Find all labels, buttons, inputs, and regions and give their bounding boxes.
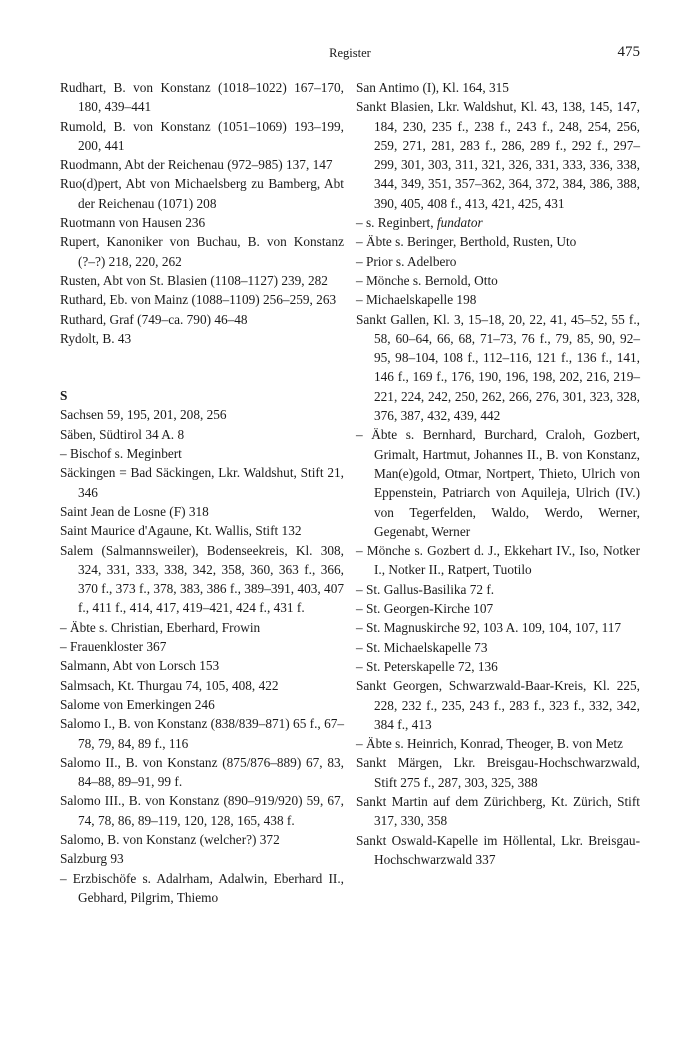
entry-list-s (60, 405, 344, 907)
index-entry: Sankt Martin auf dem Zürichberg, Kt. Zürich, Stift 317, 330, 358 (356, 793, 640, 829)
index-subentry: – Erzbischöfe s. Adalrham, Adalwin, Eberhard II., Gebhard, Pilgrim, Thiemo (60, 870, 344, 905)
index-entry: Salomo, B. von Konstanz (welcher?) 372 (60, 831, 280, 847)
index-subentry: – St. Peterskapelle 72, 136 (356, 658, 498, 674)
index-subentry: – Äbte s. Christian, Eberhard, Frowin (60, 619, 261, 635)
index-subentry: – St. Magnuskirche 92, 103 A. 109, 104, 107, 117 (356, 620, 622, 636)
index-subentry: – Bischof s. Meginbert (60, 446, 182, 462)
index-subentry: – Äbte s. Beringer, Berthold, Rusten, Uto (356, 234, 577, 250)
index-entry: Salmann, Abt von Lorsch 153 (60, 658, 220, 674)
entry-list-top (60, 78, 344, 348)
index-entry: Rydolt, B. 43 (60, 330, 132, 346)
index-entry: Säben, Südtirol 34 A. 8 (60, 426, 185, 442)
left-column (60, 78, 344, 907)
index-entry: Rumold, B. von Konstanz (1051–1069) 193–199, 200, 441 (60, 118, 344, 153)
index-entry: Rusten, Abt von St. Blasien (1108–1127) 239, 282 (60, 272, 328, 288)
index-subentry: – Prior s. Adelbero (356, 253, 457, 269)
index-entry: Ruodmann, Abt der Reichenau (972–985) 137, 147 (60, 157, 333, 173)
index-entry: Sankt Gallen, Kl. 3, 15–18, 20, 22, 41, 45–52, 55 f., 58, 60–64, 66, 68, 71–73, 76 f., 79, 85, 90, 92–95, 98–104, 108 f., 112–116, 121 f., 136 f., 141, 146 f., 169 f., 176, 190, 196, 198, 202, 216, 219–221, 224, 242, 250, 262, 266, 276, 301, 323, 328, 376, 387, 432, 439, 442 (356, 311, 640, 424)
right-column (356, 78, 640, 869)
index-entry: Sachsen 59, 195, 201, 208, 256 (60, 407, 227, 423)
page-number: 475 (617, 44, 640, 60)
index-subentry: – St. Gallus-Basilika 72 f. (356, 581, 495, 597)
fundator-word: fundator (436, 215, 483, 231)
index-subentry-fundator (356, 213, 640, 232)
index-entry: Saint Jean de Losne (F) 318 (60, 503, 209, 519)
index-entry: Saint Maurice d'Agaune, Kt. Wallis, Stift 132 (60, 523, 302, 539)
index-entry: Salmsach, Kt. Thurgau 74, 105, 408, 422 (60, 677, 279, 693)
fundator-prefix: – s. Reginbert, (356, 215, 437, 231)
index-entry: Sankt Blasien, Lkr. Waldshut, Kl. 43, 138, 145, 147, 184, 230, 235 f., 238 f., 243 f., 248, 254, 256, 259, 271, 281, 283 f., 286, 289 f., 292 f., 297–299, 301, 303, 311, 321, 326, 331, 333, 336, 338, 344, 349, 351, 357–362, 364, 372, 384, 386, 388, 390, 405, 408 f., 413, 421, 425, 431 (356, 99, 640, 211)
index-entry: Ruthard, Eb. von Mainz (1088–1109) 256–259, 263 (60, 292, 337, 308)
index-entry: Salomo II., B. von Konstanz (875/876–889) 67, 83, 84–88, 89–91, 99 f. (60, 754, 344, 790)
index-entry: Sankt Märgen, Lkr. Breisgau-Hochschwarzwald, Stift 275 f., 287, 303, 325, 388 (356, 755, 640, 790)
index-subentry: – Mönche s. Bernold, Otto (356, 272, 498, 288)
index-subentry: – Frauenkloster 367 (60, 639, 167, 655)
index-entry: Rupert, Kanoniker von Buchau, B. von Konstanz (?–?) 218, 220, 262 (60, 234, 344, 269)
index-entry: Ruotmann von Hausen 236 (60, 215, 206, 231)
index-subentry: – St. Michaelskapelle 73 (356, 639, 488, 655)
index-entry: Salem (Salmannsweiler), Bodenseekreis, Kl. 308, 324, 331, 333, 338, 342, 358, 360, 363 f., 366, 370 f., 373 f., 378, 383, 386 f., 389–391, 403, 407 f., 411 f., 414, 417, 419–421, 424 f., 431 f. (60, 542, 344, 616)
index-entry: Salzburg 93 (60, 851, 124, 867)
index-subentry: – Äbte s. Heinrich, Konrad, Theoger, B. von Metz (356, 736, 623, 752)
index-entry: Säckingen = Bad Säckingen, Lkr. Waldshut, Stift 21, 346 (60, 465, 344, 500)
index-entry: San Antimo (I), Kl. 164, 315 (356, 80, 509, 95)
index-entry: Salome von Emerkingen 246 (60, 696, 215, 712)
index-entry: Ruo(d)pert, Abt von Michaelsberg zu Bamberg, Abt der Reichenau (1071) 208 (60, 176, 344, 211)
index-entry: Salomo III., B. von Konstanz (890–919/920) 59, 67, 74, 78, 86, 89–119, 120, 128, 165, 438 f. (60, 793, 344, 828)
index-subentry: – St. Georgen-Kirche 107 (356, 601, 494, 617)
index-entry: Ruthard, Graf (749–ca. 790) 46–48 (60, 311, 248, 327)
index-subentry: – Michaelskapelle 198 (356, 292, 477, 308)
index-entry: Sankt Oswald-Kapelle im Höllental, Lkr. Breisgau-Hochschwarzwald 337 (356, 832, 640, 867)
index-entry: Rudhart, B. von Konstanz (1018–1022) 167–170, 180, 439–441 (60, 80, 344, 115)
running-head: Register (329, 46, 371, 60)
index-subentry: – Äbte s. Bernhard, Burchard, Craloh, Gozbert, Grimalt, Hartmut, Johannes II., B. von Konstanz, Man(e)gold, Otmar, Nortpert, Thieto, Ulrich von Eppenstein, Patriarch von Aquileja, Ulrich (IV.) von Tegerfelden, Waldo, Werdo, Werner, Gegenabt, Werner (356, 427, 640, 539)
index-subentry: – Mönche s. Gozbert d. J., Ekkehart IV., Iso, Notker I., Notker II., Ratpert, Tuotilo (356, 543, 640, 578)
index-entry: Salomo I., B. von Konstanz (838/839–871) 65 f., 67–78, 79, 84, 89 f., 116 (60, 716, 345, 751)
section-letter: S (60, 388, 68, 404)
page-header (60, 44, 640, 64)
index-entry: Sankt Georgen, Schwarzwald-Baar-Kreis, Kl. 225, 228, 232 f., 235, 243 f., 283 f., 323 f., 332, 342, 384 f., 413 (356, 678, 640, 732)
